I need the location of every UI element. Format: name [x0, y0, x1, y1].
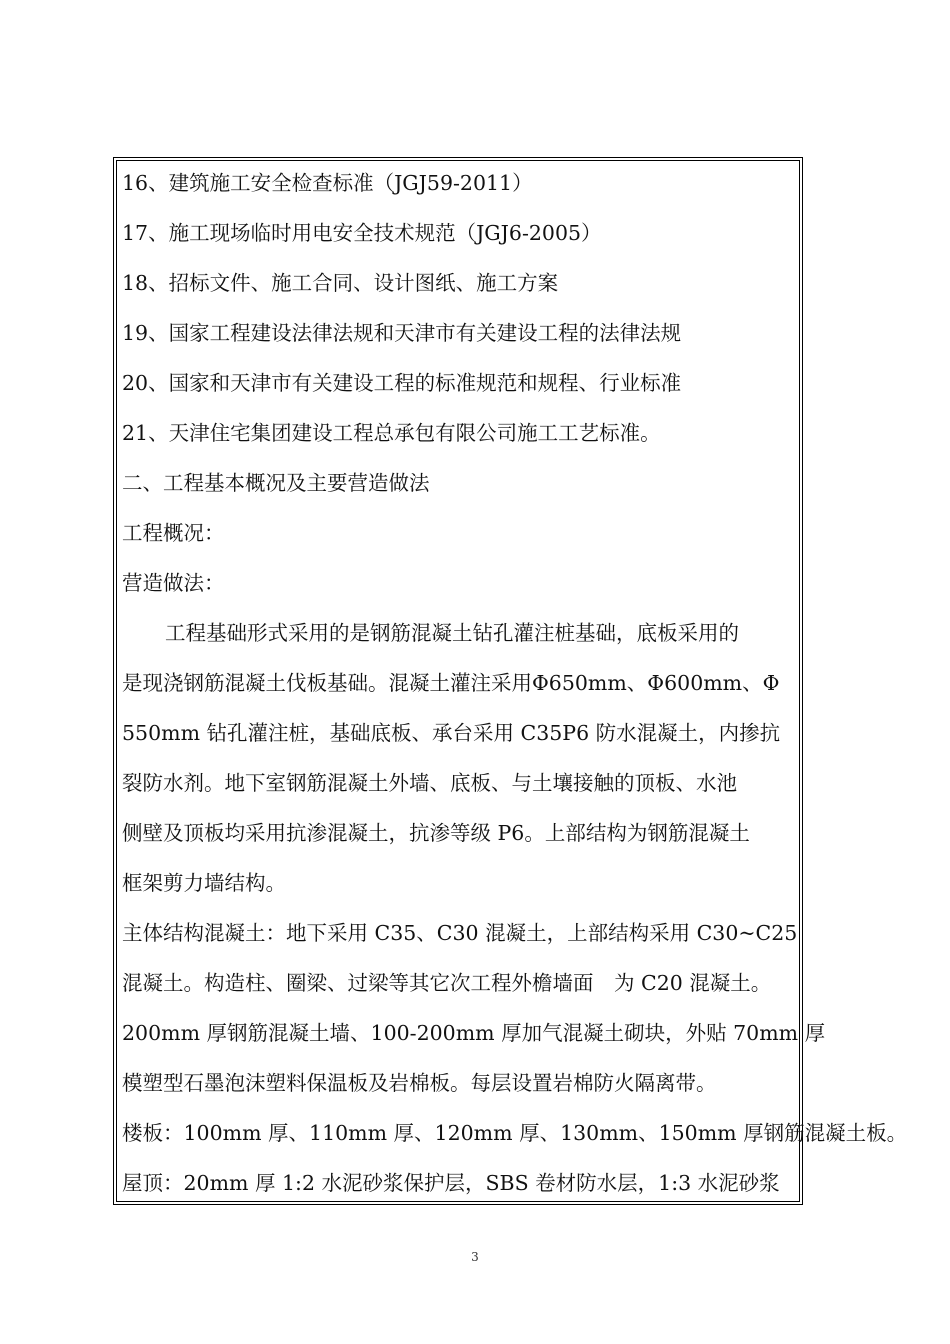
- reference-item-16: 16、建筑施工安全检查标准（JGJ59-2011）: [122, 171, 533, 195]
- paragraph-line: 模塑型石墨泡沫塑料保温板及岩棉板。每层设置岩棉防火隔离带。: [122, 1071, 717, 1095]
- paragraph-line: 混凝土。构造柱、圈梁、过梁等其它次工程外檐墙面 为 C20 混凝土。: [122, 971, 772, 995]
- reference-item-21: 21、天津住宅集团建设工程总承包有限公司施工工艺标准。: [122, 421, 661, 445]
- paragraph-line: 550mm 钻孔灌注桩，基础底板、承台采用 C35P6 防水混凝土，内掺抗: [122, 721, 781, 745]
- reference-item-17: 17、施工现场临时用电安全技术规范（JGJ6-2005）: [122, 221, 602, 245]
- paragraph-line: 侧壁及顶板均采用抗渗混凝土，抗渗等级 P6。上部结构为钢筋混凝土: [122, 821, 750, 845]
- paragraph-line: 主体结构混凝土：地下采用 C35、C30 混凝土，上部结构采用 C30~C25: [122, 921, 798, 945]
- paragraph-line: 裂防水剂。地下室钢筋混凝土外墙、底板、与土壤接触的顶板、水池: [122, 771, 737, 795]
- paragraph-line: 是现浇钢筋混凝土伐板基础。混凝土灌注采用Φ650mm、Φ600mm、Φ: [122, 671, 780, 695]
- paragraph-line: 屋顶：20mm 厚 1:2 水泥砂浆保护层，SBS 卷材防水层，1:3 水泥砂浆: [122, 1171, 780, 1195]
- paragraph-line: 200mm 厚钢筋混凝土墙、100-200mm 厚加气混凝土砌块，外贴 70mm 厚: [122, 1021, 826, 1045]
- reference-item-18: 18、招标文件、施工合同、设计图纸、施工方案: [122, 271, 559, 295]
- project-overview-label: 工程概况：: [122, 521, 225, 545]
- construction-method-label: 营造做法：: [122, 571, 225, 595]
- document-body: [122, 158, 908, 1208]
- reference-item-19: 19、国家工程建设法律法规和天津市有关建设工程的法律法规: [122, 321, 682, 345]
- reference-item-20: 20、国家和天津市有关建设工程的标准规范和规程、行业标准: [122, 371, 682, 395]
- section-heading: 二、工程基本概况及主要营造做法: [122, 471, 430, 495]
- paragraph-line: 框架剪力墙结构。: [122, 871, 286, 895]
- page-number: 3: [471, 1250, 479, 1264]
- paragraph-line: 楼板：100mm 厚、110mm 厚、120mm 厚、130mm、150mm 厚钢筋混凝土板。: [122, 1121, 908, 1145]
- paragraph-line: 工程基础形式采用的是钢筋混凝土钻孔灌注桩基础，底板采用的: [165, 621, 739, 645]
